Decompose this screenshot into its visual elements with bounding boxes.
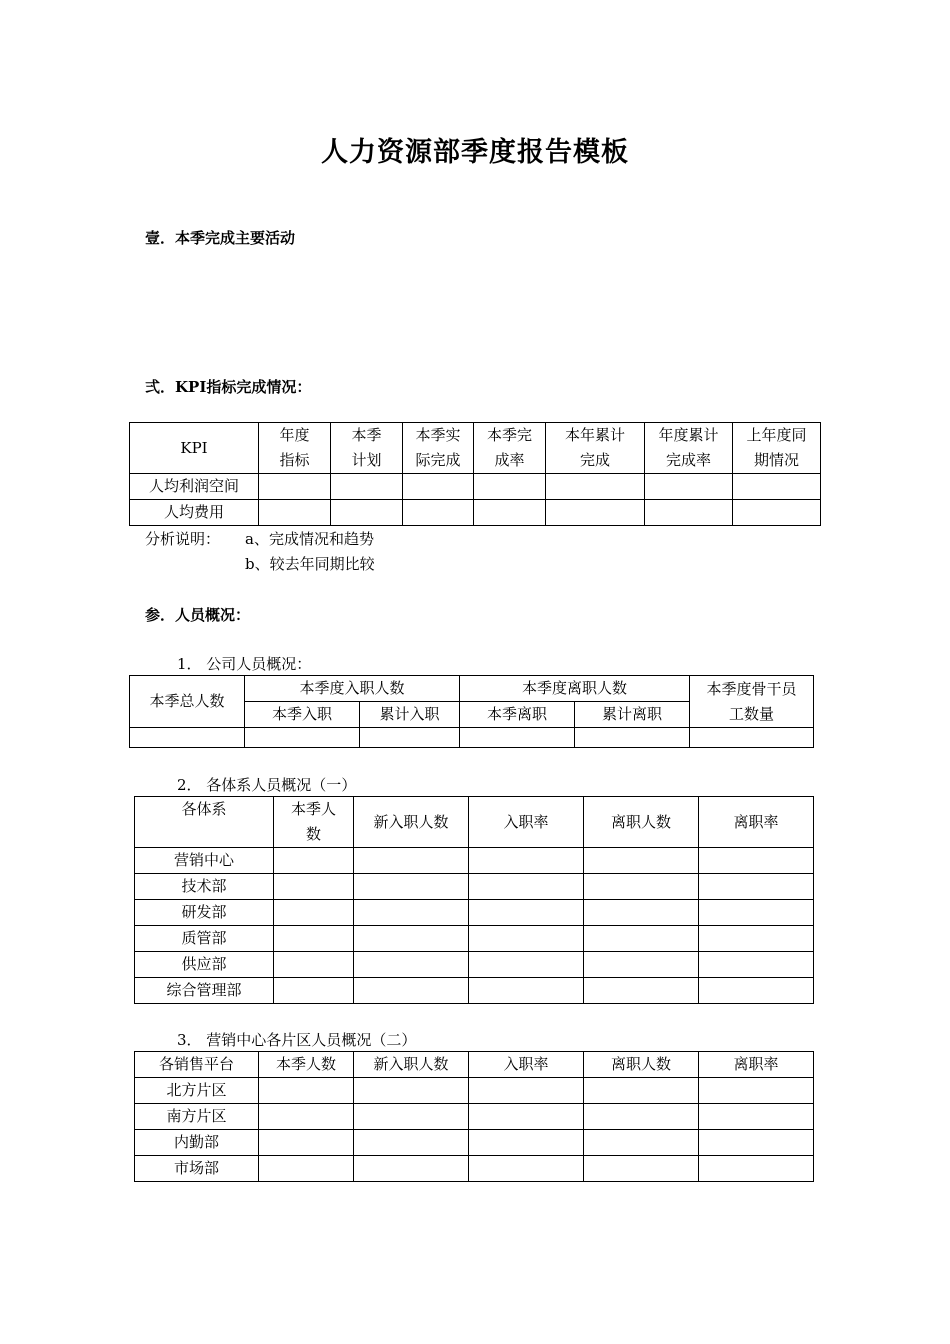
table-cell	[645, 500, 733, 526]
table-cell	[584, 874, 699, 900]
header-quarter-headcount: 本季人 数	[274, 797, 354, 848]
table-cell	[645, 474, 733, 500]
table-row	[135, 926, 814, 952]
department-label: 质管部	[135, 926, 274, 952]
table-cell	[354, 926, 469, 952]
table-cell	[354, 1104, 469, 1130]
table-row	[135, 1130, 814, 1156]
table-cell	[699, 978, 814, 1004]
header-join-quarter: 本季入职	[245, 702, 360, 728]
table-cell	[469, 952, 584, 978]
table-cell	[699, 848, 814, 874]
kpi-header-year-cumulative: 本年累计 完成	[546, 423, 645, 474]
table-header-row	[130, 676, 814, 702]
header-new-hires: 新入职人数	[354, 1052, 469, 1078]
table-cell	[474, 500, 546, 526]
header-join-cumulative: 累计入职	[360, 702, 460, 728]
table-cell	[460, 728, 575, 748]
table-cell	[699, 1104, 814, 1130]
table-cell	[354, 900, 469, 926]
table-header-row	[135, 797, 814, 848]
kpi-header-kpi: KPI	[130, 423, 259, 474]
table-cell	[245, 728, 360, 748]
analysis-item-b: b、较去年同期比较	[245, 555, 375, 573]
table-cell	[354, 1156, 469, 1182]
table-cell	[699, 1078, 814, 1104]
region-label: 南方片区	[135, 1104, 259, 1130]
analysis-label: 分析说明：	[145, 530, 221, 548]
table-cell	[584, 848, 699, 874]
table-row	[130, 500, 821, 526]
table-row	[130, 728, 814, 748]
kpi-row-label: 人均利润空间	[130, 474, 259, 500]
table-cell	[584, 1156, 699, 1182]
table-cell	[469, 1156, 584, 1182]
table-cell	[584, 926, 699, 952]
table-cell	[474, 474, 546, 500]
region-label: 北方片区	[135, 1078, 259, 1104]
kpi-table	[129, 422, 821, 526]
section-2-heading: 弍．KPI指标完成情况：	[145, 378, 312, 396]
table-cell	[690, 728, 814, 748]
table-cell	[546, 500, 645, 526]
region-label: 市场部	[135, 1156, 259, 1182]
kpi-row-label: 人均费用	[130, 500, 259, 526]
table-cell	[584, 900, 699, 926]
department-label: 综合管理部	[135, 978, 274, 1004]
table-cell	[354, 978, 469, 1004]
table-cell	[469, 1130, 584, 1156]
table-row	[130, 474, 821, 500]
table-cell	[469, 848, 584, 874]
table-cell	[274, 900, 354, 926]
table-row	[135, 1078, 814, 1104]
table-header-row	[135, 1052, 814, 1078]
table-cell	[259, 1130, 354, 1156]
kpi-header-quarter-rate: 本季完 成率	[474, 423, 546, 474]
table-cell	[469, 1078, 584, 1104]
table-cell	[259, 474, 331, 500]
table-cell	[354, 1130, 469, 1156]
table-cell	[584, 978, 699, 1004]
table-cell	[274, 952, 354, 978]
table-cell	[354, 848, 469, 874]
department-label: 技术部	[135, 874, 274, 900]
subsection-3-label: 3． 营销中心各片区人员概况（二）	[177, 1031, 417, 1049]
table-cell	[733, 500, 821, 526]
header-departures: 离职人数	[584, 797, 699, 848]
table-cell	[259, 1078, 354, 1104]
table-row	[135, 978, 814, 1004]
header-hire-rate: 入职率	[469, 1052, 584, 1078]
kpi-header-annual-cumulative-rate: 年度累计 完成率	[645, 423, 733, 474]
section-3-heading: 参．人员概况：	[145, 606, 251, 624]
table-cell	[130, 728, 245, 748]
table-cell	[331, 500, 403, 526]
kpi-header-quarter-actual: 本季实 际完成	[403, 423, 474, 474]
table-row	[135, 952, 814, 978]
kpi-header-last-year-same-period: 上年度同 期情况	[733, 423, 821, 474]
table-cell	[274, 874, 354, 900]
department-label: 营销中心	[135, 848, 274, 874]
header-quarter-headcount: 本季人数	[259, 1052, 354, 1078]
table-cell	[259, 1156, 354, 1182]
header-new-hires: 新入职人数	[354, 797, 469, 848]
table-cell	[469, 926, 584, 952]
table-row	[135, 1104, 814, 1130]
department-label: 供应部	[135, 952, 274, 978]
region-label: 内勤部	[135, 1130, 259, 1156]
table-cell	[584, 952, 699, 978]
header-quarter-joined: 本季度入职人数	[245, 676, 460, 702]
table-row	[135, 874, 814, 900]
department-label: 研发部	[135, 900, 274, 926]
table-cell	[733, 474, 821, 500]
table-cell	[469, 900, 584, 926]
header-backbone-staff: 本季度骨干员 工数量	[690, 676, 814, 728]
company-staff-table	[129, 675, 814, 748]
table-cell	[699, 1156, 814, 1182]
table-cell	[331, 474, 403, 500]
table-cell	[259, 1104, 354, 1130]
table-cell	[575, 728, 690, 748]
table-row	[135, 848, 814, 874]
header-hire-rate: 入职率	[469, 797, 584, 848]
analysis-item-a: a、完成情况和趋势	[245, 530, 374, 548]
subsection-1-label: 1． 公司人员概况：	[177, 655, 312, 673]
table-cell	[699, 1130, 814, 1156]
header-quarter-left: 本季度离职人数	[460, 676, 690, 702]
table-cell	[699, 926, 814, 952]
document-title: 人力资源部季度报告模板	[321, 137, 629, 168]
kpi-header-quarter-plan: 本季 计划	[331, 423, 403, 474]
table-cell	[699, 952, 814, 978]
table-cell	[699, 900, 814, 926]
table-cell	[274, 978, 354, 1004]
header-total-staff: 本季总人数	[130, 676, 245, 728]
sales-region-table	[134, 1051, 814, 1182]
header-leave-quarter: 本季离职	[460, 702, 575, 728]
subsection-2-label: 2． 各体系人员概况（一）	[177, 776, 357, 794]
table-cell	[584, 1104, 699, 1130]
header-departures: 离职人数	[584, 1052, 699, 1078]
section-1-heading: 壹．本季完成主要活动	[145, 229, 296, 247]
table-cell	[699, 874, 814, 900]
table-cell	[469, 978, 584, 1004]
table-cell	[403, 474, 474, 500]
table-cell	[469, 874, 584, 900]
kpi-header-row	[130, 423, 821, 474]
header-turnover-rate: 离职率	[699, 797, 814, 848]
table-cell	[274, 926, 354, 952]
table-cell	[354, 1078, 469, 1104]
department-staff-table	[134, 796, 814, 1004]
table-cell	[360, 728, 460, 748]
table-cell	[584, 1078, 699, 1104]
header-department: 各体系	[135, 797, 274, 848]
table-cell	[584, 1130, 699, 1156]
table-cell	[403, 500, 474, 526]
table-cell	[546, 474, 645, 500]
table-cell	[354, 952, 469, 978]
header-leave-cumulative: 累计离职	[575, 702, 690, 728]
kpi-header-annual-target: 年度 指标	[259, 423, 331, 474]
table-cell	[259, 500, 331, 526]
table-cell	[274, 848, 354, 874]
header-sales-platform: 各销售平台	[135, 1052, 259, 1078]
table-row	[135, 1156, 814, 1182]
header-turnover-rate: 离职率	[699, 1052, 814, 1078]
table-cell	[354, 874, 469, 900]
table-cell	[469, 1104, 584, 1130]
table-row	[135, 900, 814, 926]
